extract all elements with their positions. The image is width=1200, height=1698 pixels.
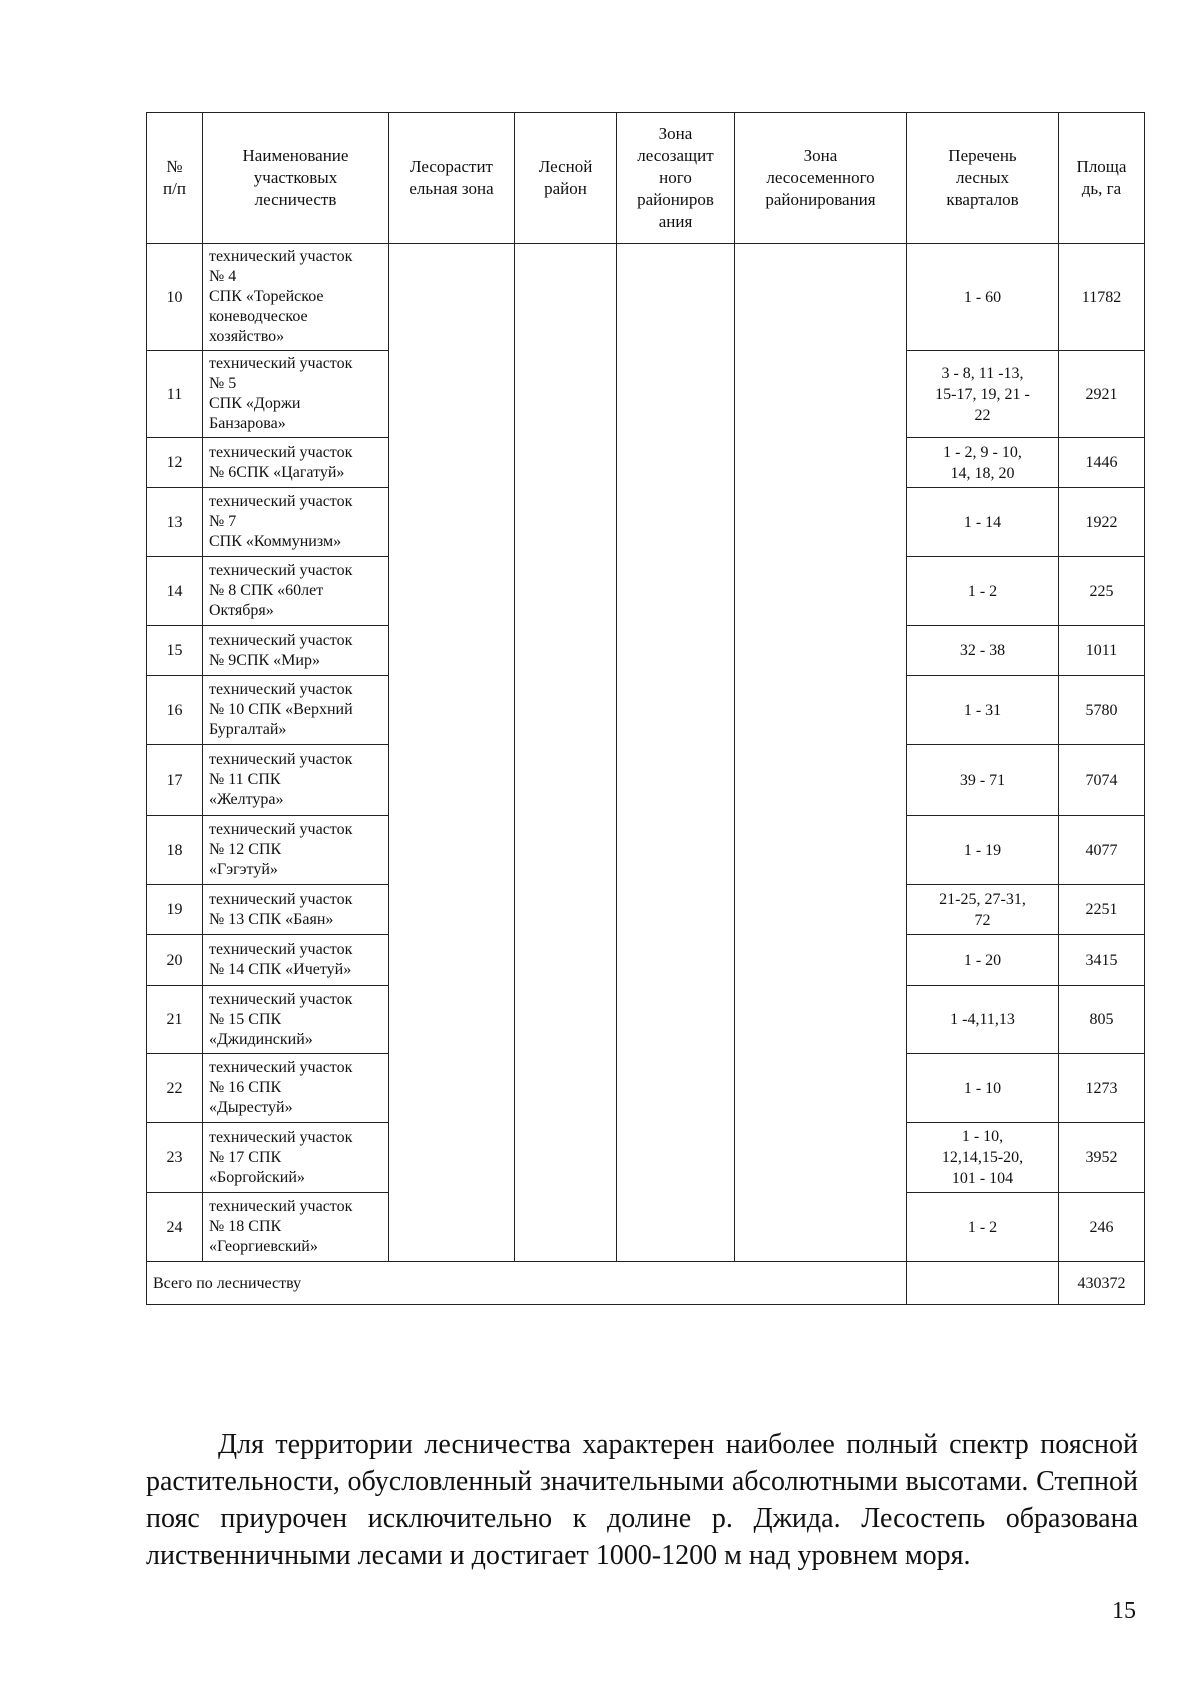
total-area: 430372 — [1059, 1262, 1145, 1305]
row-number: 20 — [147, 935, 203, 986]
protective-zone-cell — [617, 244, 735, 1262]
table-body — [147, 244, 1145, 1305]
row-area: 1273 — [1059, 1054, 1145, 1123]
row-name: технический участок № 18 СПК «Георгиевский» — [203, 1193, 389, 1262]
row-quarters: 32 - 38 — [907, 626, 1059, 676]
row-quarters: 3 - 8, 11 -13, 15-17, 19, 21 - 22 — [907, 351, 1059, 438]
row-number: 11 — [147, 351, 203, 438]
row-quarters: 1 - 2 — [907, 1193, 1059, 1262]
row-quarters: 1 - 20 — [907, 935, 1059, 986]
body-paragraph: Для территории лесничества характерен наиболее полный спектр поясной растительности, обусловленный значительными абсолютными высотами. Степной пояс приурочен исключительно к долине р. Джида. Лесостепь образована лиственничными лесами и достигает 1000-1200 м над уровнем моря. — [146, 1429, 1138, 1571]
row-area: 1446 — [1059, 438, 1145, 488]
row-quarters: 1 - 2, 9 - 10, 14, 18, 20 — [907, 438, 1059, 488]
row-quarters: 1 - 19 — [907, 816, 1059, 885]
row-number: 17 — [147, 745, 203, 816]
row-quarters: 1 - 10, 12,14,15-20, 101 - 104 — [907, 1123, 1059, 1193]
header-num: № п/п — [147, 113, 203, 244]
row-area: 3415 — [1059, 935, 1145, 986]
row-quarters: 1 - 60 — [907, 244, 1059, 351]
row-area: 7074 — [1059, 745, 1145, 816]
row-name: технический участок № 10 СПК «Верхний Бургалтай» — [203, 676, 389, 745]
row-number: 24 — [147, 1193, 203, 1262]
row-area: 3952 — [1059, 1123, 1145, 1193]
row-number: 13 — [147, 488, 203, 557]
row-area: 246 — [1059, 1193, 1145, 1262]
zone-cell — [389, 244, 515, 1262]
row-quarters: 1 - 31 — [907, 676, 1059, 745]
total-quarters-cell — [907, 1262, 1059, 1305]
row-name: технический участок № 17 СПК «Боргойский» — [203, 1123, 389, 1193]
header-seed-zone: Зона лесосеменного районирования — [735, 113, 907, 244]
row-area: 5780 — [1059, 676, 1145, 745]
header-protective-zone: Зона лесозащит ного райониров ания — [617, 113, 735, 244]
row-quarters: 1 -4,11,13 — [907, 986, 1059, 1054]
row-area: 1011 — [1059, 626, 1145, 676]
row-name: технический участок № 14 СПК «Ичетуй» — [203, 935, 389, 986]
row-quarters: 39 - 71 — [907, 745, 1059, 816]
seed-zone-cell — [735, 244, 907, 1262]
header-district: Лесной район — [515, 113, 617, 244]
row-quarters: 1 - 10 — [907, 1054, 1059, 1123]
row-area: 11782 — [1059, 244, 1145, 351]
row-area: 225 — [1059, 557, 1145, 626]
row-number: 22 — [147, 1054, 203, 1123]
row-area: 4077 — [1059, 816, 1145, 885]
row-area: 805 — [1059, 986, 1145, 1054]
row-name: технический участок № 8 СПК «60лет Октября» — [203, 557, 389, 626]
row-name: технический участок № 12 СПК «Гэгэтуй» — [203, 816, 389, 885]
table-row — [147, 244, 1145, 351]
header-area: Площа дь, га — [1059, 113, 1145, 244]
total-label: Всего по лесничеству — [147, 1262, 907, 1305]
row-quarters: 1 - 14 — [907, 488, 1059, 557]
row-number: 23 — [147, 1123, 203, 1193]
header-name: Наименование участковых лесничеств — [203, 113, 389, 244]
row-number: 19 — [147, 885, 203, 935]
row-name: технический участок № 6СПК «Цагатуй» — [203, 438, 389, 488]
row-name: технический участок № 5 СПК «Доржи Банзарова» — [203, 351, 389, 438]
header-quarters: Перечень лесных кварталов — [907, 113, 1059, 244]
row-name: технический участок № 9СПК «Мир» — [203, 626, 389, 676]
row-number: 18 — [147, 816, 203, 885]
row-number: 15 — [147, 626, 203, 676]
page-number: 15 — [1112, 1598, 1136, 1624]
row-quarters: 1 - 2 — [907, 557, 1059, 626]
total-row — [147, 1262, 1145, 1305]
forestry-table — [146, 112, 1145, 1305]
row-name: технический участок № 11 СПК «Желтура» — [203, 745, 389, 816]
row-number: 16 — [147, 676, 203, 745]
header-row — [147, 113, 1145, 244]
row-area: 2921 — [1059, 351, 1145, 438]
header-zone: Лесорастит ельная зона — [389, 113, 515, 244]
row-number: 14 — [147, 557, 203, 626]
district-cell — [515, 244, 617, 1262]
row-name: технический участок № 7 СПК «Коммунизм» — [203, 488, 389, 557]
row-number: 10 — [147, 244, 203, 351]
row-area: 1922 — [1059, 488, 1145, 557]
row-name: технический участок № 15 СПК «Джидинский» — [203, 986, 389, 1054]
row-number: 21 — [147, 986, 203, 1054]
row-name: технический участок № 13 СПК «Баян» — [203, 885, 389, 935]
row-area: 2251 — [1059, 885, 1145, 935]
row-name: технический участок № 4 СПК «Торейское коневодческое хозяйство» — [203, 244, 389, 351]
row-name: технический участок № 16 СПК «Дырестуй» — [203, 1054, 389, 1123]
row-number: 12 — [147, 438, 203, 488]
row-quarters: 21-25, 27-31, 72 — [907, 885, 1059, 935]
